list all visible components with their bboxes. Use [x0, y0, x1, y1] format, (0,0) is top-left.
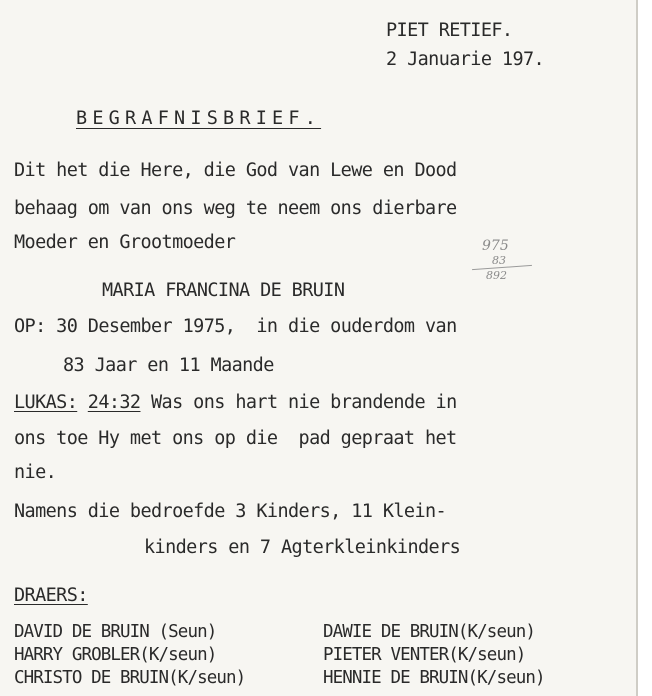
place-line: PIET RETIEF.: [386, 20, 513, 41]
bearer-left-1: DAVID DE BRUIN (Seun): [14, 622, 217, 642]
intro-line-1: Dit het die Here, die God van Lewe en Dood: [14, 160, 457, 181]
scripture-line-2: ons toe Hy met ons op die pad gepraat het: [14, 428, 457, 449]
death-date-text: 30 Desember 1975, in die ouderdom van: [45, 316, 457, 337]
page-edge: [636, 0, 652, 696]
family-line-2: kinders en 7 Agterkleinkinders: [144, 537, 461, 558]
bearers-right-column: [323, 621, 545, 690]
scripture-text-1: Was ons hart nie brandende in: [140, 392, 457, 413]
bearer-right-3: HENNIE DE BRUIN(K/seun): [323, 668, 545, 688]
intro-line-3: Moeder en Grootmoeder: [14, 232, 236, 253]
death-line: [14, 316, 457, 338]
bearer-right-2: PIETER VENTER(K/seun): [323, 645, 526, 665]
family-line-1: Namens die bedroefde 3 Kinders, 11 Klein-: [14, 501, 447, 522]
bearer-left-2: HARRY GROBLER(K/seun): [14, 645, 217, 665]
deceased-name: MARIA FRANCINA DE BRUIN: [102, 280, 345, 301]
letter-title: BEGRAFNISBRIEF.: [76, 108, 322, 129]
bearers-left-column: [14, 621, 245, 690]
margin-note-line-1: 975: [482, 238, 509, 254]
bearer-left-3: CHRISTO DE BRUIN(K/seun): [14, 668, 246, 688]
intro-line-2: behaag om van ons weg te neem ons dierbare: [14, 198, 457, 219]
scripture-line-3: nie.: [14, 462, 57, 483]
handwritten-margin-note: [472, 238, 542, 288]
age-line: 83 Jaar en 11 Maande: [63, 355, 274, 376]
scripture-line-1: [14, 392, 457, 414]
scripture-book: LUKAS:: [14, 392, 78, 413]
death-label: OP:: [14, 316, 46, 337]
date-line: 2 Januarie 197.: [386, 49, 545, 70]
bearer-right-1: DAWIE DE BRUIN(K/seun): [323, 622, 535, 642]
margin-note-line-2: 83: [492, 254, 506, 267]
scripture-verse: 24:32: [87, 392, 141, 413]
bearers-heading: DRAERS:: [14, 585, 88, 606]
margin-note-line-3: 892: [486, 269, 507, 282]
